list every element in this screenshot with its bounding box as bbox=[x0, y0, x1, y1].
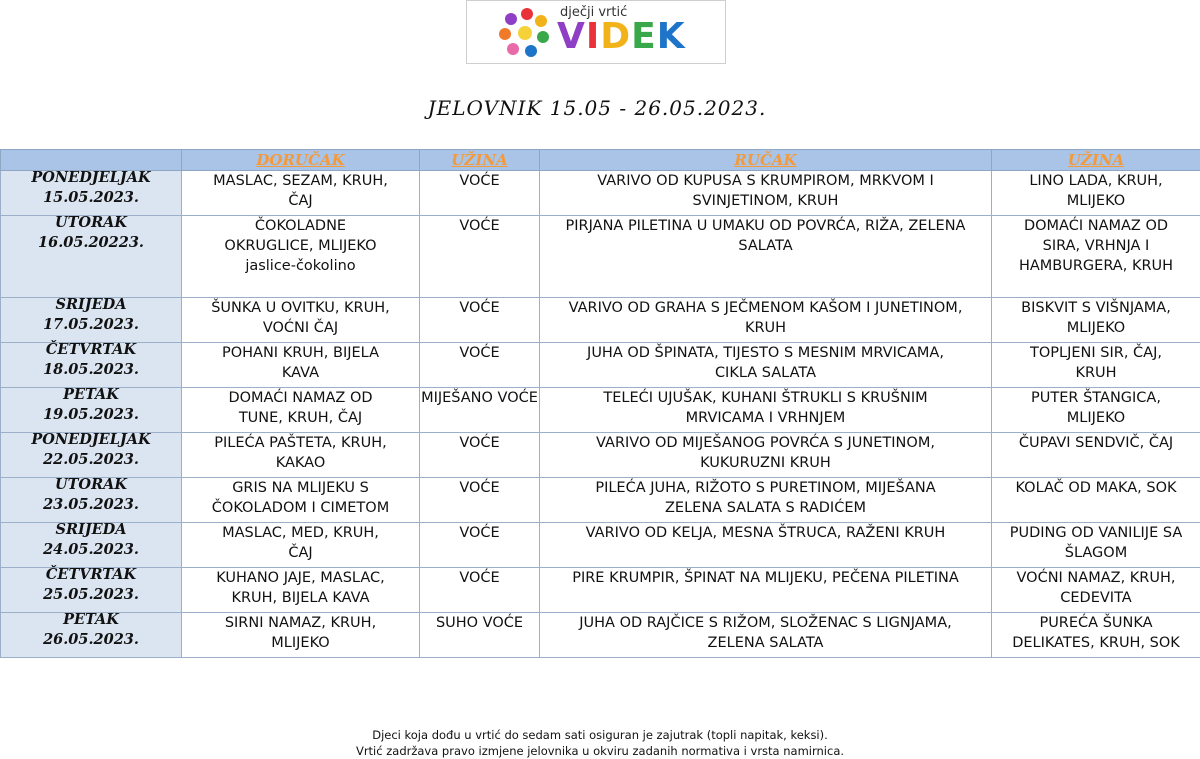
uzina2-cell bbox=[992, 433, 1200, 478]
rucak-line: JUHA OD RAJČICE S RIŽOM, SLOŽENAC S LIGNJAMA, bbox=[579, 615, 952, 631]
uzina2-line: MLIJEKO bbox=[1066, 320, 1126, 336]
footer-line: Djeci koja dođu u vrtić do sedam sati osiguran je zajutrak (topli napitak, keksi). bbox=[372, 728, 828, 742]
day-cell bbox=[1, 298, 182, 343]
rucak-line: VARIVO OD KELJA, MESNA ŠTRUCA, RAŽENI KRUH bbox=[585, 525, 946, 541]
day-name: PETAK bbox=[63, 386, 119, 403]
uzina2-line: ŠLAGOM bbox=[1064, 545, 1128, 561]
dorucak-cell bbox=[182, 298, 420, 343]
dorucak-cell bbox=[182, 523, 420, 568]
rucak-line: PILEĆA JUHA, RIŽOTO S PURETINOM, MIJEŠANA bbox=[595, 480, 936, 496]
dorucak-cell bbox=[182, 216, 420, 298]
day-date: 16.05.20223. bbox=[38, 234, 144, 251]
uzina2-cell bbox=[992, 216, 1200, 298]
uzina2-line: DOMAĆI NAMAZ OD bbox=[1023, 218, 1169, 234]
uzina2-line: MLIJEKO bbox=[1066, 193, 1126, 209]
uzina1-cell bbox=[420, 171, 540, 216]
day-name: PONEDJELJAK bbox=[31, 431, 151, 448]
logo bbox=[466, 0, 726, 64]
day-name: ČETVRTAK bbox=[45, 341, 137, 358]
uzina2-line: KRUH bbox=[1075, 365, 1117, 381]
day-name: UTORAK bbox=[55, 214, 127, 231]
dorucak-line: ČAJ bbox=[288, 545, 313, 561]
dorucak-line: KAVA bbox=[281, 365, 320, 381]
uzina2-line: PUTER ŠTANGICA, bbox=[1031, 390, 1161, 406]
dorucak-line: ČAJ bbox=[288, 193, 313, 209]
dorucak-line: MASLAC, MED, KRUH, bbox=[222, 525, 379, 541]
rucak-cell bbox=[540, 216, 992, 298]
uzina2-cell bbox=[992, 478, 1200, 523]
uzina2-line: PUDING OD VANILIJE SA bbox=[1009, 525, 1183, 541]
day-name: PETAK bbox=[63, 611, 119, 628]
uzina1-line: VOĆE bbox=[459, 218, 500, 234]
dorucak-cell bbox=[182, 478, 420, 523]
dorucak-cell bbox=[182, 613, 420, 658]
rucak-line: MRVICAMA I VRHNJEM bbox=[685, 410, 846, 426]
rucak-line: VARIVO OD KUPUSA S KRUMPIROM, MRKVOM I bbox=[597, 173, 934, 189]
day-name: UTORAK bbox=[55, 476, 127, 493]
rucak-line: SVINJETINOM, KRUH bbox=[692, 193, 839, 209]
uzina2-cell bbox=[992, 298, 1200, 343]
uzina2-line: KOLAČ OD MAKA, SOK bbox=[1015, 480, 1177, 496]
table-row bbox=[1, 433, 1200, 478]
uzina1-line: SUHO VOĆE bbox=[435, 615, 524, 631]
day-cell bbox=[1, 171, 182, 216]
dorucak-line: MASLAC, SEZAM, KRUH, bbox=[213, 173, 388, 189]
rucak-line: PIRE KRUMPIR, ŠPINAT NA MLIJEKU, PEČENA PILETINA bbox=[572, 570, 959, 586]
dorucak-cell bbox=[182, 568, 420, 613]
day-name: SRIJEDA bbox=[55, 296, 127, 313]
day-date: 23.05.2023. bbox=[43, 496, 139, 513]
table-row bbox=[1, 568, 1200, 613]
uzina1-line: VOĆE bbox=[459, 300, 500, 316]
rucak-line: ZELENA SALATA bbox=[707, 635, 824, 651]
dorucak-line: DOMAĆI NAMAZ OD bbox=[228, 390, 373, 406]
table-row bbox=[1, 523, 1200, 568]
uzina1-line: VOĆE bbox=[459, 435, 500, 451]
table-row bbox=[1, 343, 1200, 388]
rucak-line: VARIVO OD GRAHA S JEČMENOM KAŠOM I JUNETINOM, bbox=[568, 300, 963, 316]
rucak-cell bbox=[540, 433, 992, 478]
rucak-cell bbox=[540, 523, 992, 568]
dorucak-line: POHANI KRUH, BIJELA bbox=[221, 345, 380, 361]
day-date: 19.05.2023. bbox=[43, 406, 139, 423]
dorucak-line: KAKAO bbox=[275, 455, 326, 471]
uzina2-line: HAMBURGERA, KRUH bbox=[1018, 258, 1174, 274]
dorucak-line: SIRNI NAMAZ, KRUH, bbox=[224, 615, 377, 631]
day-date: 24.05.2023. bbox=[43, 541, 139, 558]
uzina1-cell bbox=[420, 478, 540, 523]
header-rucak: RUČAK bbox=[540, 150, 992, 171]
rucak-cell bbox=[540, 478, 992, 523]
uzina2-line: SIRA, VRHNJA I bbox=[1042, 238, 1150, 254]
table-row bbox=[1, 388, 1200, 433]
flower-logo-icon bbox=[497, 7, 553, 59]
rucak-line: ZELENA SALATA S RADIĆEM bbox=[664, 500, 867, 516]
day-name: ČETVRTAK bbox=[45, 566, 137, 583]
day-name: SRIJEDA bbox=[55, 521, 127, 538]
uzina2-line: CEDEVITA bbox=[1060, 590, 1132, 606]
rucak-line: TELEĆI UJUŠAK, KUHANI ŠTRUKLI S KRUŠNIM bbox=[603, 390, 928, 406]
dorucak-cell bbox=[182, 343, 420, 388]
dorucak-line: KRUH, BIJELA KAVA bbox=[231, 590, 370, 606]
uzina1-line: VOĆE bbox=[459, 570, 500, 586]
day-cell bbox=[1, 478, 182, 523]
dorucak-cell bbox=[182, 388, 420, 433]
dorucak-line: MLIJEKO bbox=[271, 635, 330, 651]
rucak-cell bbox=[540, 298, 992, 343]
dorucak-line: jaslice-čokolino bbox=[245, 258, 356, 274]
uzina1-cell bbox=[420, 343, 540, 388]
dorucak-line: TUNE, KRUH, ČAJ bbox=[238, 410, 363, 426]
dorucak-line: GRIS NA MLIJEKU S bbox=[232, 480, 369, 496]
dorucak-line: VOĆNI ČAJ bbox=[262, 320, 339, 336]
uzina2-cell bbox=[992, 171, 1200, 216]
footer-note bbox=[0, 727, 1200, 759]
table-row bbox=[1, 216, 1200, 298]
uzina2-line: ČUPAVI SENDVIČ, ČAJ bbox=[1018, 435, 1174, 451]
table-row bbox=[1, 298, 1200, 343]
dorucak-line: ŠUNKA U OVITKU, KRUH, bbox=[211, 300, 390, 316]
day-cell bbox=[1, 613, 182, 658]
dorucak-line: OKRUGLICE, MLIJEKO bbox=[224, 238, 377, 254]
footer-line: Vrtić zadržava pravo izmjene jelovnika u okviru zadanih normativa i vrsta namirnica. bbox=[355, 744, 845, 758]
rucak-cell bbox=[540, 343, 992, 388]
table-row bbox=[1, 478, 1200, 523]
dorucak-cell bbox=[182, 171, 420, 216]
uzina1-cell bbox=[420, 568, 540, 613]
day-date: 17.05.2023. bbox=[43, 316, 139, 333]
uzina1-line: VOĆE bbox=[459, 345, 500, 361]
rucak-line: VARIVO OD MIJEŠANOG POVRĆA S JUNETINOM, bbox=[596, 435, 935, 451]
dorucak-line: PILEĆA PAŠTETA, KRUH, bbox=[214, 435, 387, 451]
rucak-line: KUKURUZNI KRUH bbox=[700, 455, 831, 471]
day-date: 26.05.2023. bbox=[43, 631, 139, 648]
day-cell bbox=[1, 568, 182, 613]
menu-table bbox=[0, 149, 1200, 658]
rucak-cell bbox=[540, 388, 992, 433]
uzina2-line: LINO LADA, KRUH, bbox=[1029, 173, 1163, 189]
rucak-cell bbox=[540, 171, 992, 216]
uzina2-line: TOPLJENI SIR, ČAJ, bbox=[1030, 345, 1162, 361]
header-uzina-2: UŽINA bbox=[992, 150, 1200, 171]
dorucak-line: ČOKOLADNE bbox=[254, 218, 347, 234]
rucak-line: JUHA OD ŠPINATA, TIJESTO S MESNIM MRVICAMA, bbox=[587, 345, 944, 361]
day-cell bbox=[1, 388, 182, 433]
uzina2-line: BISKVIT S VIŠNJAMA, bbox=[1021, 300, 1171, 316]
dorucak-cell bbox=[182, 433, 420, 478]
rucak-line: CIKLA SALATA bbox=[714, 365, 817, 381]
day-date: 15.05.2023. bbox=[43, 189, 139, 206]
header-dorucak: DORUČAK bbox=[182, 150, 420, 171]
logo-wordmark: VIDEK bbox=[557, 16, 686, 57]
uzina1-line: MIJEŠANO VOĆE bbox=[421, 390, 538, 406]
day-date: 25.05.2023. bbox=[43, 586, 139, 603]
rucak-line: KRUH bbox=[744, 320, 787, 336]
day-cell bbox=[1, 216, 182, 298]
uzina1-cell bbox=[420, 388, 540, 433]
table-row bbox=[1, 171, 1200, 216]
rucak-cell bbox=[540, 568, 992, 613]
dorucak-line: KUHANO JAJE, MASLAC, bbox=[216, 570, 385, 586]
uzina1-cell bbox=[420, 523, 540, 568]
day-date: 22.05.2023. bbox=[43, 451, 139, 468]
rucak-cell bbox=[540, 613, 992, 658]
uzina2-cell bbox=[992, 343, 1200, 388]
uzina2-line: MLIJEKO bbox=[1066, 410, 1126, 426]
day-date: 18.05.2023. bbox=[43, 361, 139, 378]
uzina1-cell bbox=[420, 433, 540, 478]
uzina1-line: VOĆE bbox=[459, 480, 500, 496]
uzina1-cell bbox=[420, 298, 540, 343]
uzina2-line: DELIKATES, KRUH, SOK bbox=[1012, 635, 1180, 651]
uzina1-line: VOĆE bbox=[459, 173, 500, 189]
uzina2-cell bbox=[992, 388, 1200, 433]
day-cell bbox=[1, 343, 182, 388]
uzina2-cell bbox=[992, 613, 1200, 658]
uzina2-cell bbox=[992, 523, 1200, 568]
day-cell bbox=[1, 433, 182, 478]
header-uzina: UŽINA bbox=[420, 150, 540, 171]
menu-title: JELOVNIK 15.05 - 26.05.2023. bbox=[427, 96, 767, 120]
table-row bbox=[1, 613, 1200, 658]
uzina1-cell bbox=[420, 216, 540, 298]
uzina1-line: VOĆE bbox=[459, 525, 500, 541]
uzina1-cell bbox=[420, 613, 540, 658]
dorucak-line: ČOKOLADOM I CIMETOM bbox=[211, 500, 390, 516]
rucak-line: SALATA bbox=[738, 238, 793, 254]
uzina2-line: PUREĆA ŠUNKA bbox=[1039, 615, 1153, 631]
logo-subtitle: dječji vrtić bbox=[560, 5, 628, 20]
day-cell bbox=[1, 523, 182, 568]
day-name: PONEDJELJAK bbox=[31, 169, 151, 186]
uzina2-line: VOĆNI NAMAZ, KRUH, bbox=[1016, 570, 1176, 586]
uzina2-cell bbox=[992, 568, 1200, 613]
rucak-line: PIRJANA PILETINA U UMAKU OD POVRĆA, RIŽA, ZELENA bbox=[565, 218, 966, 234]
